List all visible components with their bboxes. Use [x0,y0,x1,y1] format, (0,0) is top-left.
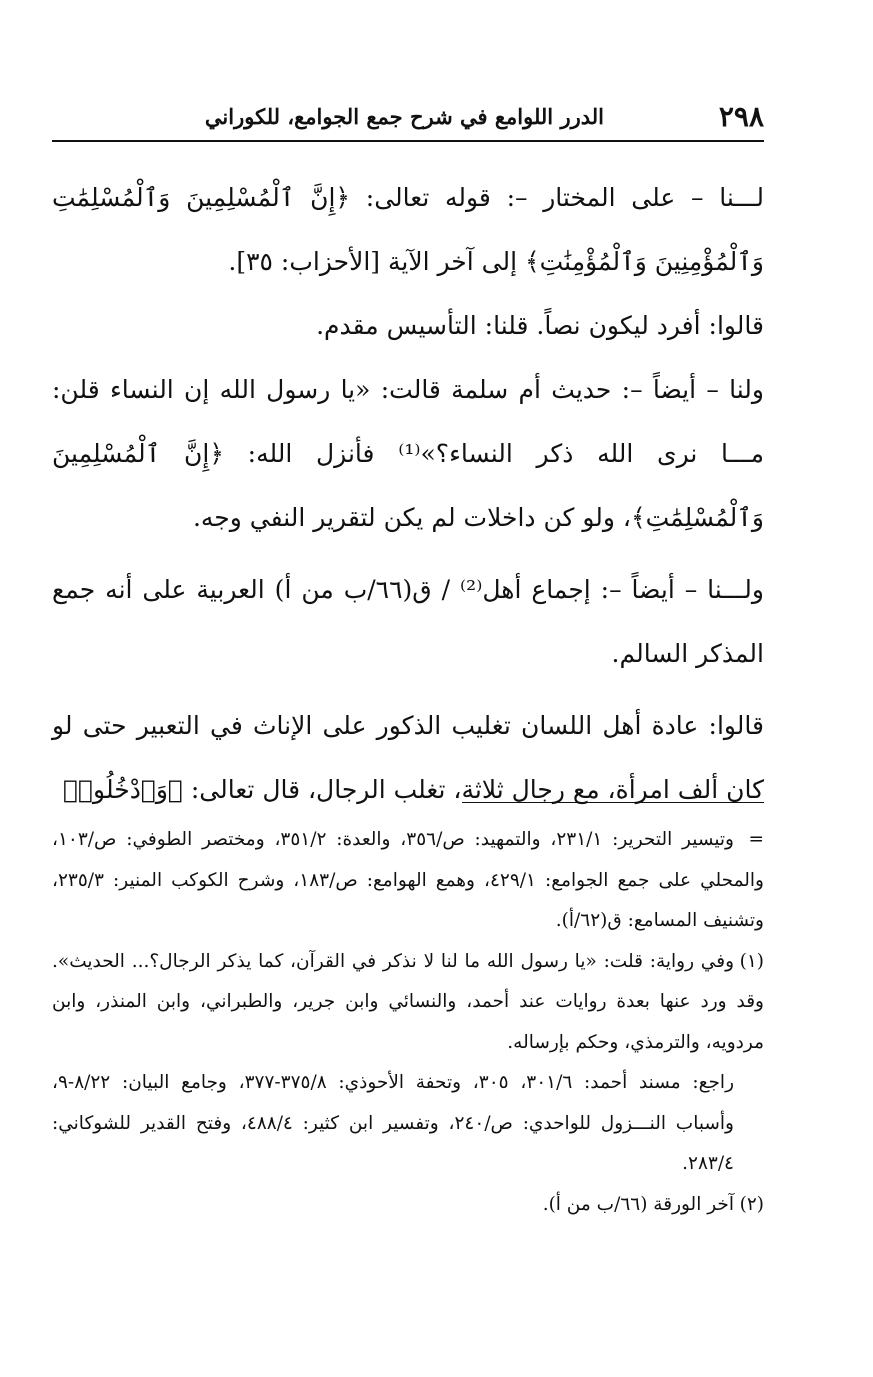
page-number: ٢٩٨ [718,100,764,133]
footnote-1 [52,942,764,1064]
footnote-text: آخر الورقة (٦٦/ب من أ). [542,1193,734,1215]
paragraph: ولنا – أيضاً –: حديث أم سلمة قالت: «يا رسول الله إن النساء قلن: مـــا نرى الله ذكر النساء؟»⁽¹⁾ فأنزل الله: ﴿إِنَّ ٱلْمُسْلِمِينَ وَٱلْمُسْلِمَٰتِ﴾، ولو كن داخلات لم يكن لتقرير النفي وجه. [52,375,764,532]
continuation-marker: = [748,829,764,850]
footnote-text: وفي رواية: قلت: «يا رسول الله ما لنا لا نذكر في القرآن، كما يذكر الرجال؟... الحديث». وقد ورد عنها بعدة روايات عند أحمد، والنسائي وابن جرير، والطبراني، وابن المنذر، وابن مردويه، والترمذي، وحكم بإرساله. [52,950,764,1053]
footnote-continuation [52,820,764,942]
footnote-2 [52,1185,764,1226]
running-title: الدرر اللوامع في شرح جمع الجوامع، للكوراني [204,104,604,129]
footnotes [52,820,764,1225]
footnote-1-references: راجع: مسند أحمد: ٣٠١/٦، ٣٠٥، وتحفة الأحوذي: ٣٧٥/٨-٣٧٧، وجامع البيان: ٨/٢٢-٩، وأسباب النـــزول للواحدي: ص/٢٤٠، وتفسير ابن كثير: ٤٨٨/٤، وفتح القدير للشوكاني: ٢٨٣/٤. [52,1072,734,1174]
main-text [52,166,764,822]
header-rule [52,140,764,142]
paragraph: قالوا: أفرد ليكون نصاً. قلنا: التأسيس مقدم. [316,311,764,340]
paragraph: لـــنا – على المختار –: قوله تعالى: ﴿إِنَّ ٱلْمُسْلِمِينَ وَٱلْمُسْلِمَٰتِ وَٱلْمُؤْمِنِينَ وَٱلْمُؤْمِنَٰتِ﴾ إلى آخر الآية [الأحزاب: ٣٥]. [52,183,764,276]
footnote-marker: (٢) [739,1193,764,1215]
paragraph: ولـــنا – أيضاً –: إجماع أهل⁽²⁾ / ق(٦٦/ب من أ) العربية على أنه جمع المذكر السالم. [52,575,764,668]
page-header [52,96,764,142]
footnote-marker: (١) [739,950,764,972]
footnote-text: وتيسير التحرير: ٢٣١/١، والتمهيد: ص/٣٥٦، والعدة: ٣٥١/٢، ومختصر الطوفي: ص/١٠٣، والمحلي على جمع الجوامع: ٤٢٩/١، وهمع الهوامع: ص/١٨٣، وشرح الكوكب المنير: ٢٣٥/٣، وتشنيف المسامع: ق(٦٢/أ). [52,829,764,931]
footnote-rule [462,802,764,803]
paragraph: قالوا: عادة أهل اللسان تغليب الذكور على الإناث في التعبير حتى لو كان ألف امرأة، مع رجال ثلاثة، تغلب الرجال، قال تعالى: ﴿وَٱدْخُلُوا۟ [52,711,764,804]
